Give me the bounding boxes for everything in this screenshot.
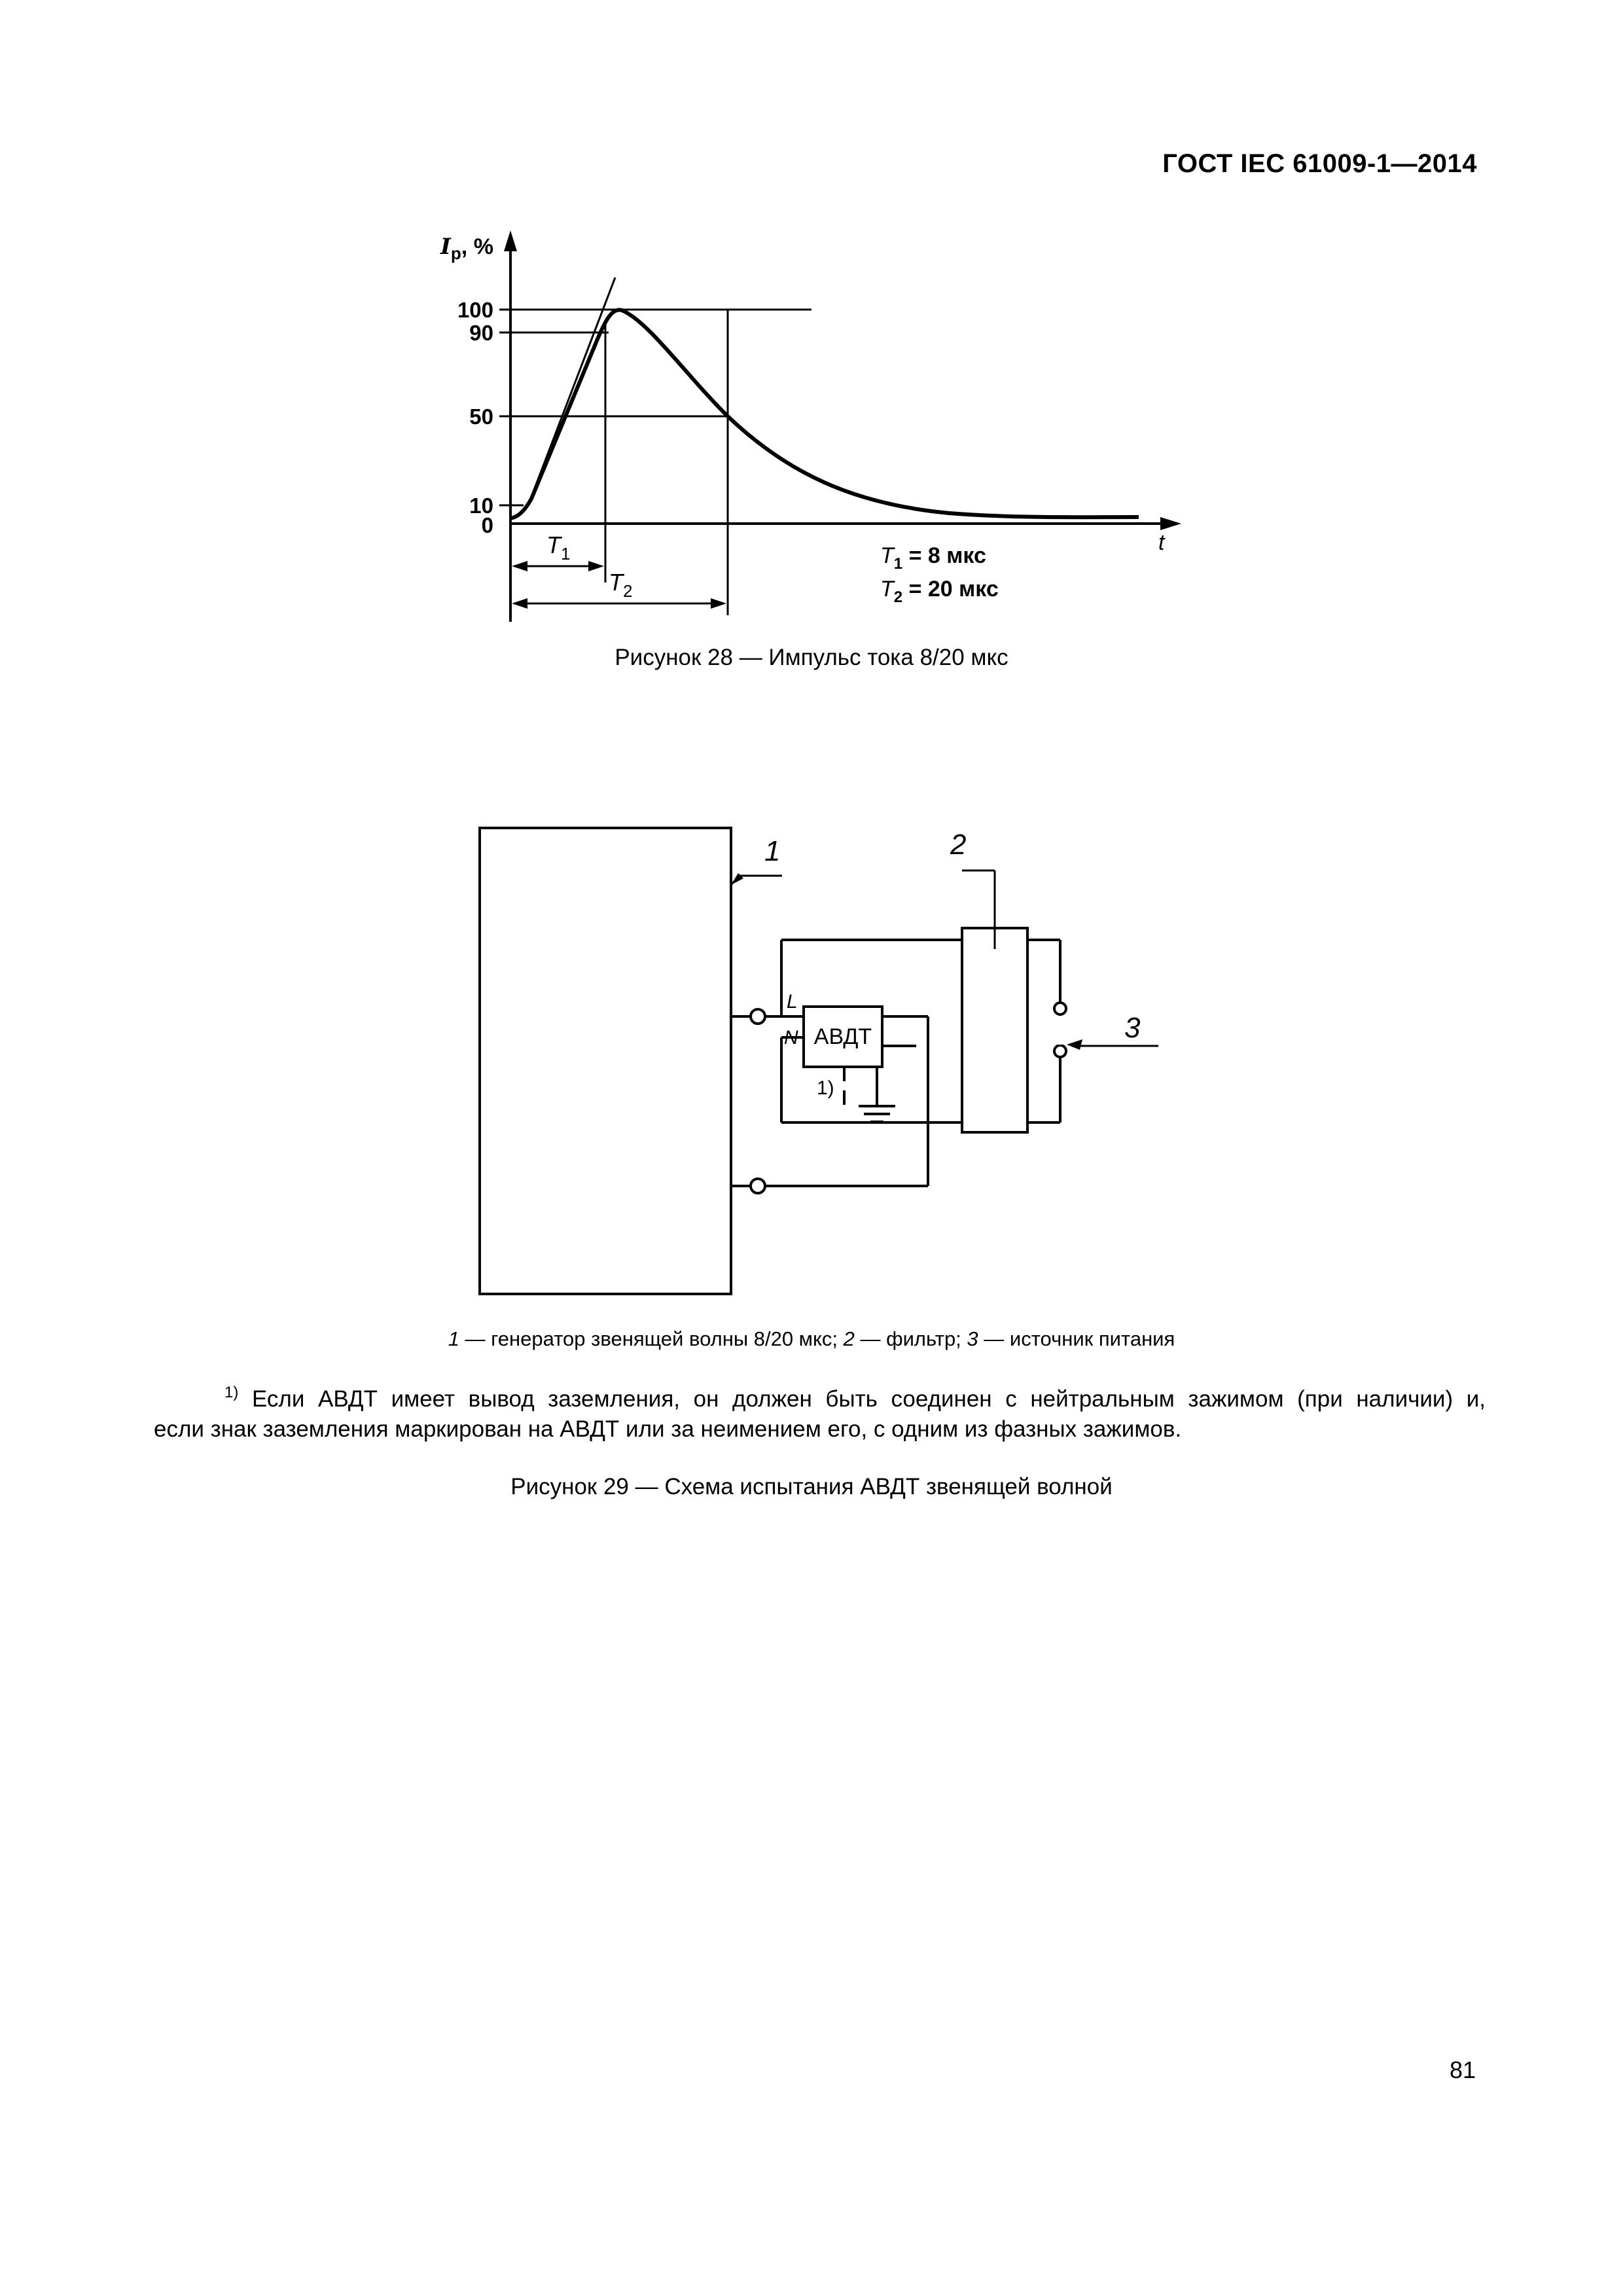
terminal-top <box>751 1009 765 1024</box>
figure-29-caption: Рисунок 29 — Схема испытания АВДТ звенящей волной <box>510 1474 1113 1499</box>
avdt-label: АВДТ <box>813 1024 872 1049</box>
figure-28-pulse-chart <box>0 0 1623 720</box>
page-number: 81 <box>1449 2056 1476 2083</box>
note-t2: $T_2 = 20$ мкс <box>880 577 999 606</box>
terminal-l-label: L <box>787 991 798 1013</box>
t2-label: $T_2$ <box>609 569 633 601</box>
y-axis-label: $I_p$, % <box>440 234 493 263</box>
footnote <box>154 1384 1486 1444</box>
note-t1: $T_1 = 8$ мкс <box>880 543 986 573</box>
y-tick-90: 90 <box>469 321 493 345</box>
t1-label: $T_1$ <box>546 531 571 564</box>
terminal-bottom <box>751 1179 765 1193</box>
figure-29-legend: 1 — генератор звенящей волны 8/20 мкс; 2 — фильтр; 3 — источник питания <box>448 1327 1175 1350</box>
source-terminal-bottom <box>1054 1045 1066 1057</box>
footnote-line-1: Если АВДТ имеет вывод заземления, он должен быть соединен с нейтральным зажимом (при наличии) и, <box>238 1386 1486 1412</box>
terminal-n-label: N <box>784 1027 798 1049</box>
filter-box <box>962 928 1027 1132</box>
callout-2: 2 <box>950 829 967 861</box>
footnote-mark: 1) <box>224 1384 239 1401</box>
earthing-footnote-mark: 1) <box>817 1077 834 1099</box>
x-axis-arrow <box>1160 517 1181 530</box>
y-tick-0: 0 <box>481 513 493 537</box>
figure-28-caption: Рисунок 28 — Импульс тока 8/20 мкс <box>615 645 1008 670</box>
source-terminal-top <box>1054 1003 1066 1014</box>
y-tick-10: 10 <box>469 493 493 518</box>
y-axis-arrow <box>504 230 517 251</box>
figure-29-test-circuit <box>0 785 1623 1322</box>
footnote-line-2: если знак заземления маркирован на АВДТ или за неимением его, с одним из фазных зажимов. <box>154 1416 1182 1442</box>
y-tick-100: 100 <box>457 298 493 322</box>
y-tick-50: 50 <box>469 404 493 429</box>
document-header: ГОСТ IEC 61009-1—2014 <box>1162 149 1477 178</box>
generator-box <box>480 828 731 1294</box>
x-axis-label: t <box>1158 530 1165 555</box>
callout-1: 1 <box>764 835 781 867</box>
callout-3: 3 <box>1124 1012 1141 1044</box>
